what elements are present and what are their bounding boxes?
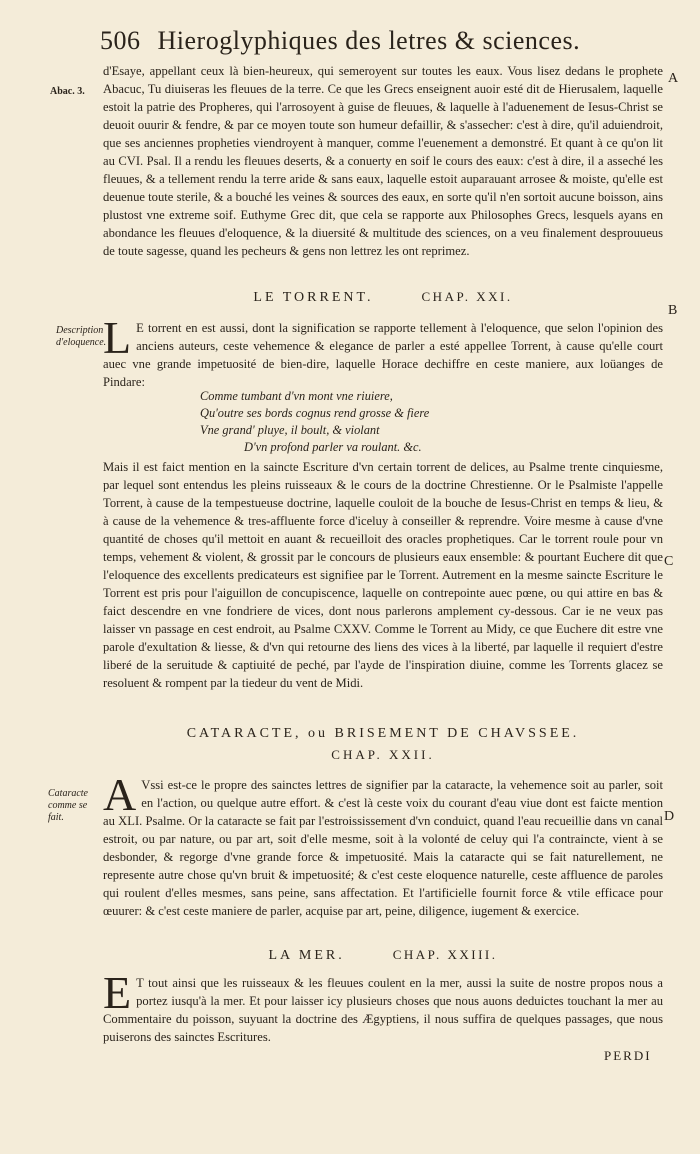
margin-letter-c: C (664, 554, 674, 569)
chapter-heading-torrent (103, 288, 663, 307)
verse-line: D'vn profond parler va roulant. &c. (244, 440, 422, 454)
page-number: 506 (100, 26, 141, 55)
paragraph-torrent-body: Mais il est faict mention en la saincte Escriture d'vn certain torrent de delices, au Psalme trente cinquiesme, par lequel sont entendus les pleins ruisseaux & le cours de la doctrine Chrestienne. Or le Psalmiste l'appelle Torrent, à cause de la tempestueuse doctrine, laquelle couloit de la bouche de Iesus-Christ en temps & lieu, & à cause de la vehemence & tres-affluente force d'iceluy à conseiller & reprendre. Voire mesme à cause d'vne quantité de choses qu'il mettoit en auant & recueilloit des oracles prophetiques. Car le torrent roule pour vn temps, vehement & violent, & grossit par le concours de plusieurs eaux ensemble: & pourtant Euchere dit que l'eloquence des excellents predicateurs est signifiee par le Torrent. Autrement en la mesme saincte Escriture le Torrent est pris pour l'aiguillon de concupiscence, laquelle on contrepointe auec pœne, ou qui attire en bas & faict descendre en vne fondriere de vices, dont nous parlerons amplement cy-dessous. Car ie ne veux pas laisser vn passage en cest endroit, au Psalme CXXV. Comme le Torrent au Midy, ce que Euchere dit estre vne parole d'exultation & liesse, & d'vn qui retourne des liens des vices à la liberté, par laquelle il requiert d'estre liberé de la seruitude & captiuité de peché, par l'ayde de l'inspiration diuine, comme les Torrents glacez se resoluent & rompent par la tiedeur du vent de Midi. (103, 460, 663, 690)
running-title: Hieroglyphiques des letres & sciences. (157, 26, 581, 55)
margin-reference-abac: Abac. 3. (50, 86, 85, 97)
chapter-heading-mer (103, 946, 663, 965)
margin-letter-d: D (664, 809, 675, 824)
drop-cap: L (103, 312, 132, 363)
paragraph-mer: E T tout ainsi que les ruisseaux & les fleuues coulent en la mer, aussi la suite de nostre propos nous a portez iusqu'à la mer. Et pour laisser icy plusieurs choses que nous auons deduictes touchant la mer au Commentaire du poisson, suyuant la doctrine des Ægyptiens, il nous suffira de quelques passages, que nous puiserons des sainctes Escritures. (103, 967, 663, 1044)
paragraph-psalm-rivers: d'Esaye, appellant ceux là bien-heureux, qui semeroyent sur toutes les eaux. Vous lisez dedans le prophete Abacuc, Tu diuiseras les fleuues de la terre. Ce que les Grecs enseignent auoir esté dit de Hierusalem, laquelle estoit la patrie des Propheres, qui l'arrosoyent à guise de fleuues, & laquelle à l'aduenement de Iesus-Christ se deuoit ouurir & fendre, & par ce moyen toute son humeur defaillir, & s'assecher: c'est à dire, qu'il aduiendroit, que ses anciennes propheties viendroyent à manquer, comme l'euenement a demonstré. Et quant à ce qu'on lit au CVI. Psal. Il a rendu les fleuues deserts, & a conuerty en soif le cours des eaux: c'est à dire, il a asseché les fleuues, & a tellement rendu la terre aride & sans eaux, laquelle estoit auparauant arrosee & moiste, qu'elle est deuenue toute sterile, & a bouché les veines & sources des eaux, en sorte qu'il n'en sortoit aucune boisson, ains plustost vne extreme soif. Euthyme Grec dit, que cela se rapporte aux Philosophes Grecs, lesquels ayans en abondance les fleuues d'eloquence, & la diuersité & multitude des sciences, on a veu finalement desprouueus de toute sagesse, quand les pecheurs & gens non lettrez les ont reprimez. (103, 64, 663, 258)
running-header (100, 24, 660, 58)
section-title: CATARACTE, ou BRISEMENT DE CHAVSSEE. (186, 726, 580, 741)
paragraph-torrent-intro: L E torrent en est aussi, dont la signification se rapporte tellement à l'eloquence, que selon l'opinion des anciens auteurs, ceste vehemence & elegance de parler a esté appellee Torrent, à cause qu'elle court auec vne grande impetuosité de bien-dire, laquelle Horace dechiffre en ceste maniere, aux loüanges de Pindare: (103, 312, 663, 389)
paragraph-cataracte: A Vssi est-ce le propre des sainctes lettres de signifier par la cataracte, la vehemence soit au parler, soit en l'action, ou quelque autre effort. & c'est là ceste voix du courant d'eau viue dont est faicte mention au XLI. Psalme. Or la cataracte se fait par l'estroississement d'vn conduict, quand l'eau recueillie dans vn canal estroit, ou par nature, ou par art, soit d'elle mesme, soit à la volonté de celuy qui l'a contraincte, vient à se desbonder, & regorge d'vne grande force & impetuosité. Mais la cataracte qui se fait naturellement, ne represente autre chose qu'vn bruit & impetuosité; & c'est ceste eloquence naturelle, ceste affluence de paroles qui roulent d'elles mesmes, sans peine, sans affectation. Et l'artificielle fournit force & vtile efficace pour œuurer: & c'est ceste maniere de parler, acquise par art, peine, diligence, iugement & exercice. (103, 769, 663, 918)
margin-letter-b: B (668, 303, 678, 318)
verse-line: Qu'outre ses bords cognus rend grosse & fiere (200, 406, 430, 420)
section-title: LE TORRENT. (253, 290, 374, 305)
margin-letter-a: A (668, 71, 679, 86)
chapter-number: CHAP. XXII. (331, 747, 435, 762)
drop-cap: E (103, 967, 132, 1018)
margin-note-cataracte: Cataracte comme se fait. (48, 788, 88, 823)
section-title: LA MER. (268, 948, 345, 963)
chapter-number: CHAP. XXI. (421, 289, 513, 304)
chapter-number: CHAP. XXIII. (392, 947, 498, 962)
verse-line: Comme tumbant d'vn mont vne riuiere, (200, 389, 393, 403)
drop-cap: A (103, 769, 137, 820)
catchword: PERDI (604, 1048, 652, 1063)
margin-note-eloquence: Description d'eloquence. (56, 325, 107, 348)
verse-line: Vne grand' pluye, il boult, & violant (200, 423, 380, 437)
chapter-heading-cataracte (103, 725, 663, 743)
